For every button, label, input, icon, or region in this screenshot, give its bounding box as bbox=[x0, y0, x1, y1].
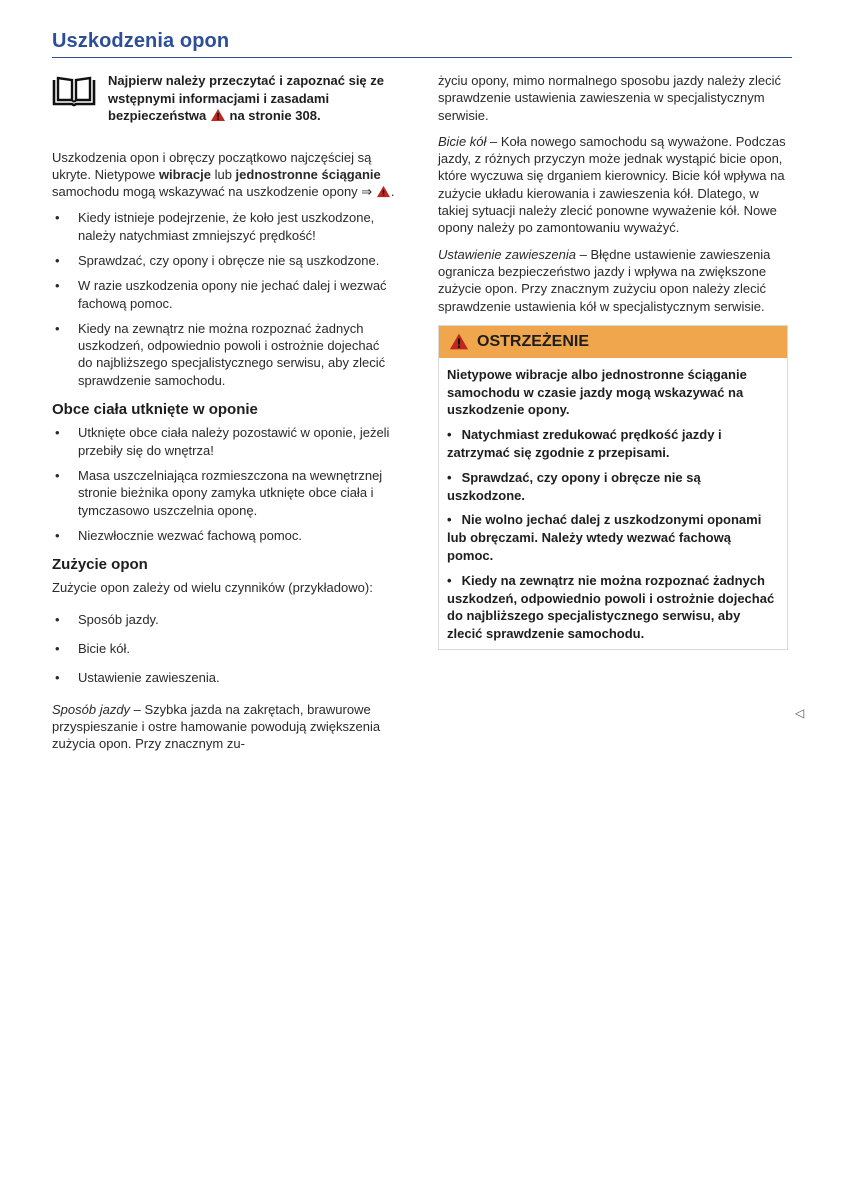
right-column bbox=[438, 72, 788, 650]
page-title: Uszkodzenia opon bbox=[52, 30, 230, 52]
paragraph-alignment bbox=[438, 246, 788, 315]
text-span: – Koła nowego samochodu są wyważone. Podczas jazdy, z różnych przyczyn może jednak wystąpić bicie opon, które wyczuwa się drganiem kierownicy. Bicie kół wpływa na zużycie układu kierowania i zawieszenia kół. Dlatego, w takiej sytuacji należy zlecić ponowne wyważenie kół. Nowe opony należy po zamontowaniu wyważyć. bbox=[438, 133, 786, 236]
heading-tyre-wear: Zużycie opon bbox=[52, 556, 148, 574]
italic-label: Ustawienie zawieszenia bbox=[438, 246, 577, 262]
list-item: • Utknięte obce ciała należy pozostawić w oponie, jeżeli przebiły się do wnętrza! bbox=[52, 424, 397, 459]
paragraph-wheel-runout bbox=[438, 133, 788, 237]
list-item bbox=[447, 511, 779, 564]
list-item: • Masa uszczelniająca rozmieszczona na wewnętrznej stronie bieżnika opony zamyka utknięte obce ciała i tymczasowo uszczelnia oponę. bbox=[52, 467, 397, 519]
warning-triangle-icon bbox=[210, 108, 226, 122]
warning-body bbox=[439, 358, 787, 649]
list-item bbox=[447, 469, 779, 505]
paragraph-driving-style bbox=[52, 701, 397, 753]
intro-note bbox=[52, 72, 397, 125]
list-item: • W razie uszkodzenia opony nie jechać dalej i wezwać fachową pomoc. bbox=[52, 277, 397, 312]
intro-note-text-a: Najpierw należy przeczytać i zapoznać się ze wstępnymi informacjami i zasadami bezpieczeństwa bbox=[108, 73, 385, 123]
warning-bullet-list bbox=[447, 426, 779, 643]
italic-label: Bicie kół bbox=[438, 133, 487, 149]
intro-note-text-b: na stronie 308. bbox=[229, 108, 321, 123]
bullet: • bbox=[447, 512, 452, 528]
list-item: • Ustawienie zawieszenia. bbox=[52, 669, 397, 686]
left-column bbox=[52, 72, 397, 762]
title-rule bbox=[52, 57, 792, 58]
italic-label: Sposób jazdy bbox=[52, 701, 131, 717]
bullet-list-foreign bbox=[52, 424, 397, 544]
list-item: • Bicie kół. bbox=[52, 640, 397, 657]
bullet: • bbox=[447, 469, 452, 485]
text-span: samochodu mogą wskazywać na uszkodzenie opony ⇒ bbox=[52, 184, 373, 200]
text-span: Natychmiast zredukować prędkość jazdy i zatrzymać się zgodnie z przepisami. bbox=[447, 427, 722, 461]
warning-title: OSTRZEŻENIE bbox=[477, 333, 590, 351]
text-span: lub bbox=[210, 166, 236, 182]
bold-vibrations: wibracje bbox=[158, 166, 211, 182]
paragraph-damage bbox=[52, 149, 397, 201]
list-item bbox=[447, 572, 779, 643]
text-span: Nie wolno jechać dalej z uszkodzonymi oponami lub obręczami. Należy wtedy wezwać fachową pomoc. bbox=[447, 512, 762, 564]
text-span: – Błędne ustawienie zawieszenia ogranicza bezpieczeństwo jazdy i wpływa na zwiększone zużycie opon. Przy znacznym zużyciu opon należy zlecić sprawdzenie ustawienia kół w specjalistycznym serwisie. bbox=[438, 246, 771, 314]
bullet-list-wear bbox=[52, 611, 397, 687]
period: . bbox=[390, 184, 395, 200]
bullet: • bbox=[447, 427, 452, 443]
bullet-list-damage bbox=[52, 209, 397, 389]
warning-triangle-icon bbox=[449, 333, 469, 350]
end-of-section-marker: ◁ bbox=[795, 706, 805, 720]
paragraph-continuation: życiu opony, mimo normalnego sposobu jazdy należy zlecić sprawdzenie ustawienia zawieszenia w specjalistycznym serwisie. bbox=[438, 73, 781, 123]
text-span: Kiedy na zewnątrz nie można rozpoznać żadnych uszkodzeń, odpowiednio powoli i ostrożnie dojechać do najbliższego specjalistycznego serwisu, aby zlecić sprawdzenie samochodu. bbox=[447, 572, 775, 642]
warning-header bbox=[439, 326, 787, 358]
list-item: • Kiedy istnieje podejrzenie, że koło jest uszkodzone, należy natychmiast zmniejszyć prędkość! bbox=[52, 209, 397, 244]
warning-box bbox=[438, 325, 788, 650]
list-item bbox=[447, 426, 779, 462]
text-span: – Szybka jazda na zakrętach, brawurowe przyspieszanie i ostre hamowanie powodują zwiększenia zużycia opon. Przy znacznym zu- bbox=[52, 701, 381, 752]
book-icon bbox=[52, 74, 96, 108]
text-span: Uszkodzenia opon i obręczy początkowo najczęściej są ukryte. Nietypowe bbox=[52, 149, 372, 182]
bold-pulling: jednostronne ściąganie bbox=[235, 166, 381, 182]
intro-note-text bbox=[108, 72, 397, 125]
heading-foreign-objects: Obce ciała utknięte w oponie bbox=[52, 401, 258, 419]
list-item: • Kiedy na zewnątrz nie można rozpoznać żadnych uszkodzeń, odpowiednio powoli i ostrożnie dojechać do najbliższego specjalistycznego serwisu, aby zlecić sprawdzenie samochodu. bbox=[52, 320, 397, 389]
list-item: • Sposób jazdy. bbox=[52, 611, 397, 628]
paragraph-wear: Zużycie opon zależy od wielu czynników (przykładowo): bbox=[52, 580, 373, 596]
bullet: • bbox=[447, 572, 452, 588]
list-item: • Sprawdzać, czy opony i obręcze nie są uszkodzone. bbox=[52, 252, 397, 269]
text-span: Sprawdzać, czy opony i obręcze nie są uszkodzone. bbox=[447, 469, 701, 503]
warning-triangle-icon bbox=[376, 185, 391, 198]
list-item: • Niezwłocznie wezwać fachową pomoc. bbox=[52, 527, 397, 544]
warning-intro: Nietypowe wibracje albo jednostronne ściąganie samochodu w czasie jazdy mogą wskazywać na uszkodzenie opony. bbox=[447, 366, 747, 418]
